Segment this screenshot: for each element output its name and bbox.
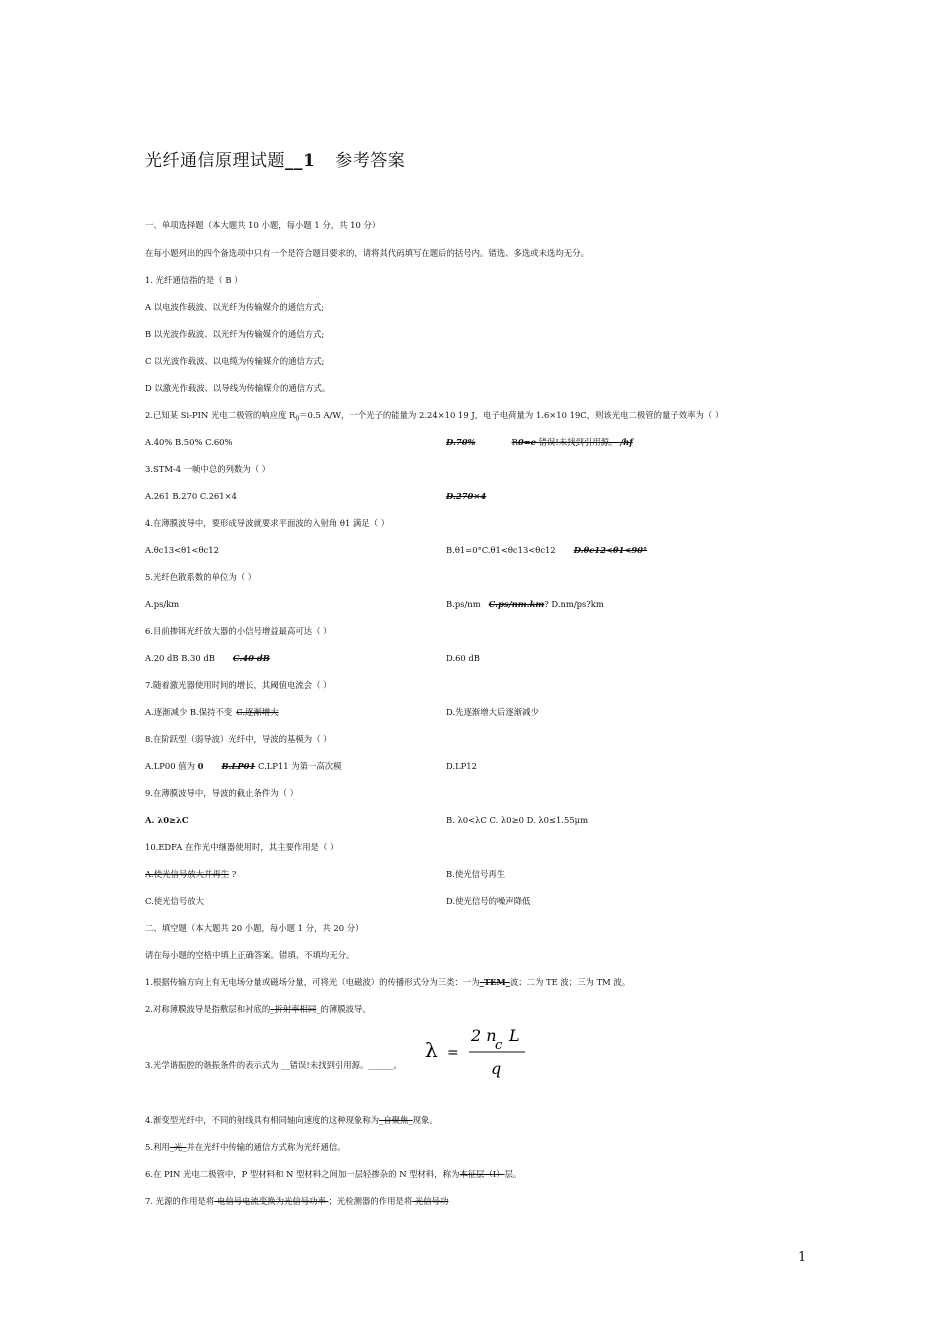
q1-option-d: D 以激光作载波、以导线为传输媒介的通信方式。: [145, 383, 331, 393]
page-number: 1: [798, 1250, 807, 1265]
q2-options: A.40% B.50% C.60%: [145, 437, 233, 447]
q6-stem: 6.目前掺铒光纤放大器的小信号增益最高可达（ ）: [145, 626, 332, 636]
formula-length: L: [509, 1026, 520, 1045]
resonance-formula: [425, 1025, 535, 1085]
fill-7: 7. 光源的作用是将 电信号电流变换为光信号功率 ；光检测器的作用是将 光信号功: [145, 1196, 449, 1206]
fill-3: 3.光学谐振腔的谐振条件的表示式为 __错误!未找到引用源。______。: [145, 1060, 402, 1070]
q10-option-a: A.使光信号放大并再生 ?: [145, 869, 237, 879]
q5-option-bcd: B.ps/nm C.ps/nm.km? D.nm/ps?km: [446, 599, 604, 609]
q5-option-a: A.ps/km: [145, 599, 180, 609]
section1-header: 一、单项选择题（本大题共 10 小题，每小题 1 分，共 10 分）: [145, 220, 381, 230]
formula-equals: =: [447, 1045, 459, 1061]
q6-options: A.20 dB B.30 dB C.40 dB: [145, 653, 270, 663]
q2-stem: 2.已知某 Si-PIN 光电二极管的响应度 $R_0=0.5$ A/W，一个光子的能量为 2.24×10 19 J，电子电荷量为 1.6×10 19C，则该光电二极管的量子效率为（ ）: [145, 410, 724, 423]
fill-6: 6.在 PIN 光电二极管中，P 型材料和 N 型材料之间加一层轻掺杂的 N 型材料，称为本征层（I）层。: [145, 1169, 522, 1179]
q8-stem: 8.在阶跃型（弱导波）光纤中，导波的基模为（ ）: [145, 734, 332, 744]
fill-2: 2.对称薄膜波导是指敷层和衬底的_折射率相同_的薄膜波导。: [145, 1004, 371, 1014]
q10-option-d: D.使光信号的噪声降低: [446, 896, 531, 906]
page-title: 光纤通信原理试题__1 参考答案: [145, 151, 406, 171]
q2-option-d: D.70% R0=e 错误!未找到引用源。 /hf: [446, 437, 633, 447]
fill-4: 4.渐变型光纤中，不同的射线具有相同轴向速度的这种现象称为_自聚焦_现象。: [145, 1115, 438, 1125]
q9-option-bcd: B. λ0<λC C. λ0≥0 D. λ0≤1.55μm: [446, 815, 589, 825]
q6-option-d: D.60 dB: [446, 653, 480, 663]
q1-stem: 1. 光纤通信指的是（ B ）: [145, 275, 243, 285]
q8-options: A.LP00 值为 0 B.LP01 C.LP11 为第一高次模: [145, 761, 342, 771]
q10-stem: 10.EDFA 在作光中继器使用时，其主要作用是（ ）: [145, 842, 339, 852]
section2-instructions: 请在每小题的空格中填上正确答案。错填、不填均无分。: [145, 950, 355, 960]
formula-lambda: λ: [425, 1038, 438, 1062]
section2-header: 二、填空题（本大题共 20 小题，每小题 1 分，共 20 分）: [145, 923, 364, 933]
q1-option-c: C 以光波作载波、以电缆为传输媒介的通信方式;: [145, 356, 325, 366]
q4-option-a: A.θc13<θ1<θc12: [145, 545, 219, 555]
q5-stem: 5.光纤色散系数的单位为（ ）: [145, 572, 257, 582]
q7-options: A.逐渐减少 B.保持不变 C.逐渐增大: [145, 707, 279, 717]
fill-5: 5.利用_光_并在光纤中传输的通信方式称为光纤通信。: [145, 1142, 346, 1152]
formula-denominator: q: [491, 1059, 502, 1078]
q8-option-d: D.LP12: [446, 761, 477, 771]
q4-stem: 4.在薄膜波导中，要形成导波就要求平面波的入射角 θ1 满足（ ）: [145, 518, 390, 528]
q3-stem: 3.STM-4 一帧中总的列数为（ ）: [145, 464, 271, 474]
q1-option-b: B 以光波作载波、以光纤为传输媒介的通信方式;: [145, 329, 325, 339]
q10-option-b: B.使光信号再生: [446, 869, 506, 879]
q7-option-d: D.先逐渐增大后逐渐减少: [446, 707, 539, 717]
q3-option-d: D.270×4: [446, 491, 487, 501]
section1-instructions: 在每小题列出的四个备选项中只有一个是符合题目要求的，请将其代码填写在题后的括号内。错选、多选或未选均无分。: [145, 248, 589, 258]
formula-subscript: c: [495, 1038, 503, 1053]
q10-option-c: C.使光信号放大: [145, 896, 205, 906]
q3-options: A.261 B.270 C.261×4: [145, 491, 237, 501]
q7-stem: 7.随着激光器使用时间的增长，其阈值电流会（ ）: [145, 680, 332, 690]
formula-numerator: 2 n: [471, 1026, 497, 1045]
q9-stem: 9.在薄膜波导中，导波的截止条件为（ ）: [145, 788, 299, 798]
fill-1: 1.根据传输方向上有无电场分量或磁场分量，可将光（电磁波）的传播形式分为三类：一为_TEM_波；二为 TE 波；三为 TM 波。: [145, 977, 631, 987]
q4-option-bcd: B.θ1=0°C.θ1<θc13<θc12 D.θc12<θ1<90°: [446, 545, 648, 555]
q9-option-a: A. λ0≥λC: [145, 815, 189, 825]
q1-option-a: A 以电波作载波、以光纤为传输媒介的通信方式;: [145, 302, 325, 312]
